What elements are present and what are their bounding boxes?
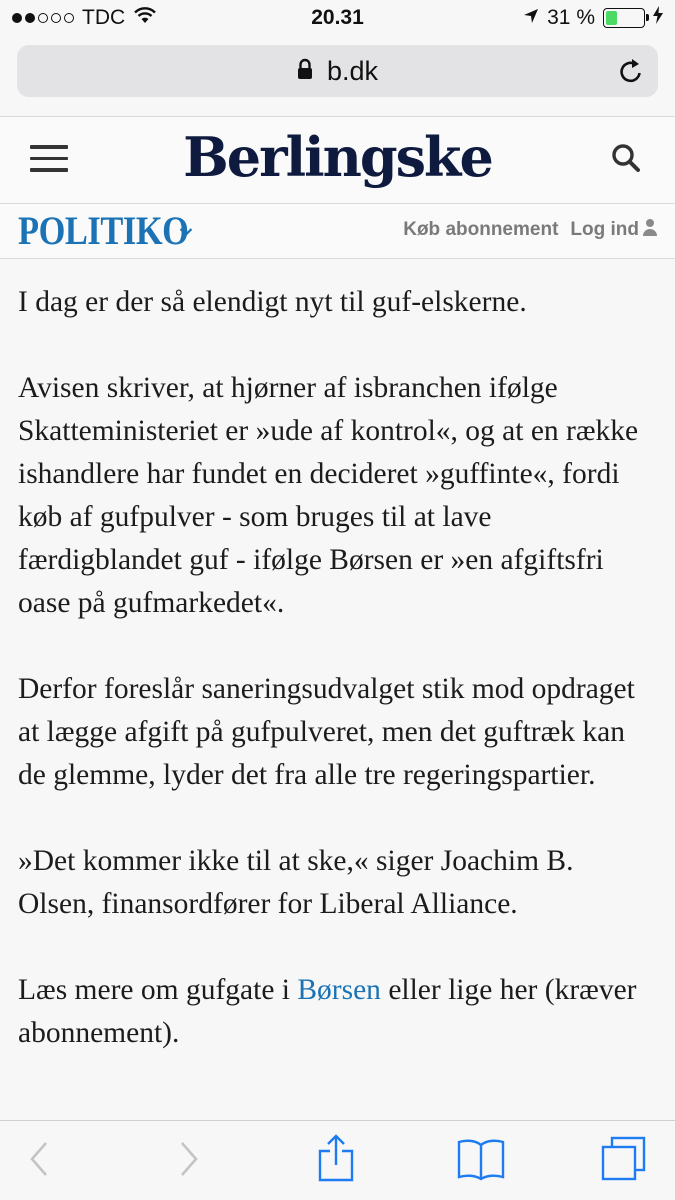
bookmarks-icon[interactable] [456,1137,506,1186]
clock: 20.31 [311,6,364,29]
reload-icon[interactable] [618,57,644,92]
login-link[interactable]: Log ind [570,219,639,240]
article-body [0,259,675,1119]
article-paragraph: I dag er der så elendigt nyt til guf-elskerne. [18,286,527,318]
article-paragraph: Avisen skriver, at hjørner af isbranchen ifølge Skatteministeriet er »ude af kontrol«, og at en række ishandlere har fundet en decideret »guffinte«, fordi køb af gufpulver - som bruges til at lave færdigblandet guf - ifølge Børsen er »en afgiftsfri oase på gufmarkedet«. [18,372,639,619]
article-paragraph: »Det kommer ikke til at ske,« siger Joachim B. Olsen, finansordfører for Liberal Alliance. [18,845,574,920]
search-icon[interactable] [611,143,641,178]
carrier-name: TDC [82,6,126,29]
status-right [523,6,663,30]
borsen-link[interactable]: Børsen [297,974,381,1006]
tabs-icon[interactable] [600,1135,648,1188]
site-header [0,116,675,204]
browser-chrome [0,38,675,116]
address-bar[interactable] [17,45,658,97]
account-links [403,218,657,242]
paragraph-text: eller lige her (kræver abonnement). [18,974,637,1049]
browser-toolbar [0,1120,675,1200]
share-icon[interactable] [316,1133,356,1188]
battery-icon [603,8,645,28]
forward-icon[interactable] [178,1139,200,1184]
section-nav [0,204,675,259]
chevron-down-icon[interactable] [179,224,193,242]
battery-percent: 31 % [547,6,595,29]
user-icon[interactable] [643,218,657,242]
charging-bolt-icon [653,6,663,30]
url-text: b.dk [326,55,379,86]
battery-fill [606,11,617,25]
status-bar [0,0,675,38]
paragraph-text: Læs mere om gufgate i [18,974,298,1006]
subscribe-link[interactable]: Køb abonnement [403,219,559,240]
back-icon[interactable] [28,1139,50,1184]
location-arrow-icon [523,6,539,30]
site-logo[interactable]: Berlingske [183,125,492,189]
section-title[interactable]: POLITIKO [18,208,189,253]
article-paragraph: Derfor foreslår saneringsudvalget stik mod opdraget at lægge afgift på gufpulveret, men det guftræk kan de glemme, lyder det fra alle tre regeringspartier. [18,673,635,791]
lock-icon [297,56,313,87]
article-paragraph [18,969,657,1055]
